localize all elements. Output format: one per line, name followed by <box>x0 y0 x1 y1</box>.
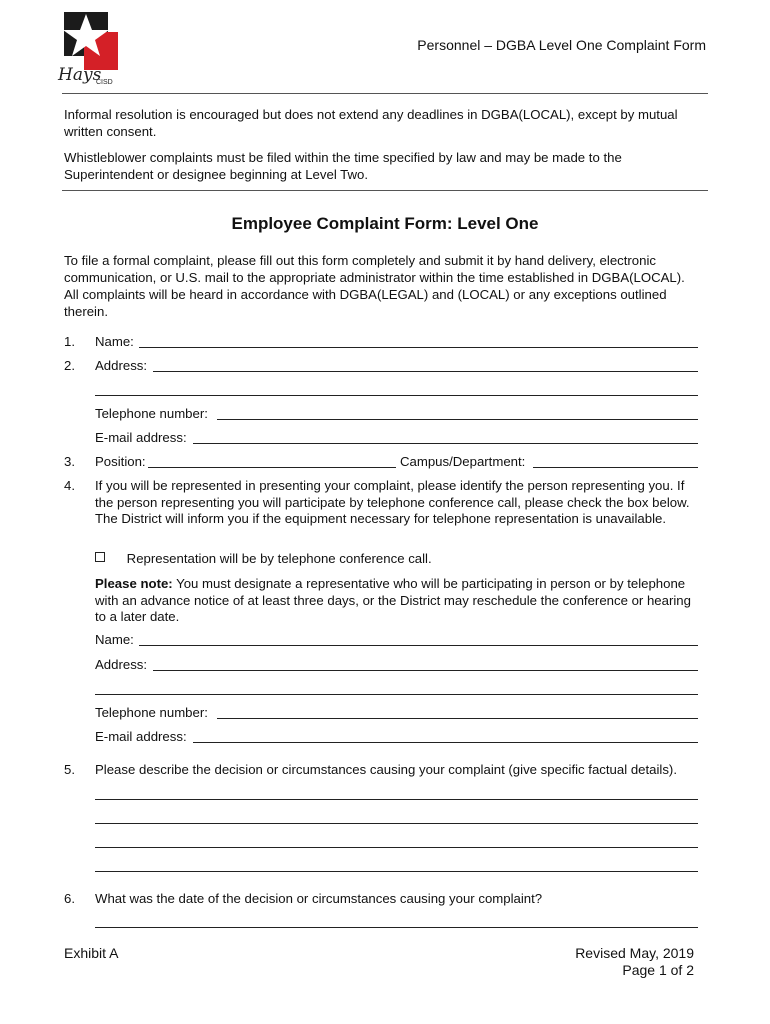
footer-exhibit: Exhibit A <box>64 945 119 961</box>
name-field[interactable] <box>139 347 698 348</box>
header-divider <box>62 93 708 94</box>
logo-text: Hays <box>58 65 102 85</box>
item-number-1: 1. <box>64 334 75 349</box>
header-title: Personnel – DGBA Level One Complaint Form <box>417 37 706 53</box>
footer-page-number: Page 1 of 2 <box>622 962 694 978</box>
description-line-4[interactable] <box>95 871 698 872</box>
campus-label: Campus/Department: <box>400 454 526 469</box>
intro-divider <box>62 190 708 191</box>
campus-field[interactable] <box>533 467 698 468</box>
description-line-3[interactable] <box>95 847 698 848</box>
intro-paragraph-1: Informal resolution is encouraged but does not extend any deadlines in DGBA(LOCAL), except by mutual written consent. <box>64 107 678 139</box>
rep-telephone-field[interactable] <box>217 718 698 719</box>
rep-email-field[interactable] <box>193 742 698 743</box>
item-number-2: 2. <box>64 358 75 373</box>
telephone-conference-checkbox[interactable] <box>95 552 105 562</box>
telephone-label: Telephone number: <box>95 406 208 421</box>
email-label: E-mail address: <box>95 430 187 445</box>
question-4-text: If you will be represented in presenting your complaint, please identify the person representing you. If the person representing you will participate by telephone conference call, please check the box below. The District will inform you if the equipment necessary for telephone representation is unavailable. <box>95 478 690 526</box>
item-number-3: 3. <box>64 454 75 469</box>
rep-address-label: Address: <box>95 657 148 672</box>
item-number-5: 5. <box>64 762 75 777</box>
rep-email-label: E-mail address: <box>95 729 187 744</box>
logo-subtext: CISD <box>96 79 113 86</box>
question-6-text: What was the date of the decision or circumstances causing your complaint? <box>95 891 543 906</box>
position-field[interactable] <box>148 467 396 468</box>
position-label: Position: <box>95 454 146 469</box>
telephone-field[interactable] <box>217 419 698 420</box>
rep-telephone-label: Telephone number: <box>95 705 208 720</box>
telephone-conference-option[interactable] <box>95 551 432 566</box>
intro-paragraph-2: Whistleblower complaints must be filed within the time specified by law and may be made to the Superintendent or designee beginning at Level Two. <box>64 150 622 182</box>
address-label: Address: <box>95 358 148 373</box>
item-number-6: 6. <box>64 891 75 906</box>
item-number-4: 4. <box>64 478 75 493</box>
instructions-paragraph: To file a formal complaint, please fill out this form completely and submit it by hand delivery, electronic communication, or U.S. mail to the appropriate administrator within the time established in DGBA(LOCAL). All complaints will be heard in accordance with DGBA(LEGAL) and (LOCAL) or any exceptions outlined therein. <box>64 253 685 319</box>
footer-revised: Revised May, 2019 <box>575 945 694 961</box>
name-label: Name: <box>95 334 134 349</box>
address-field-line-1[interactable] <box>153 371 698 372</box>
telephone-conference-label: Representation will be by telephone conference call. <box>126 551 432 566</box>
date-field[interactable] <box>95 927 698 928</box>
rep-name-label: Name: <box>95 632 134 647</box>
hays-cisd-logo <box>56 10 120 98</box>
description-line-1[interactable] <box>95 799 698 800</box>
description-line-2[interactable] <box>95 823 698 824</box>
rep-address-field-line-2[interactable] <box>95 694 698 695</box>
rep-name-field[interactable] <box>139 645 698 646</box>
page-title: Employee Complaint Form: Level One <box>231 214 539 233</box>
email-field[interactable] <box>193 443 698 444</box>
question-5-text: Please describe the decision or circumstances causing your complaint (give specific factual details). <box>95 762 677 777</box>
note-text: You must designate a representative who will be participating in person or by telephone with an advance notice of at least three days, or the District may reschedule the conference or hearing to a later date. <box>95 576 691 624</box>
rep-address-field-line-1[interactable] <box>153 670 698 671</box>
representative-note <box>95 576 695 626</box>
address-field-line-2[interactable] <box>95 395 698 396</box>
note-bold-label: Please note: <box>95 576 173 591</box>
